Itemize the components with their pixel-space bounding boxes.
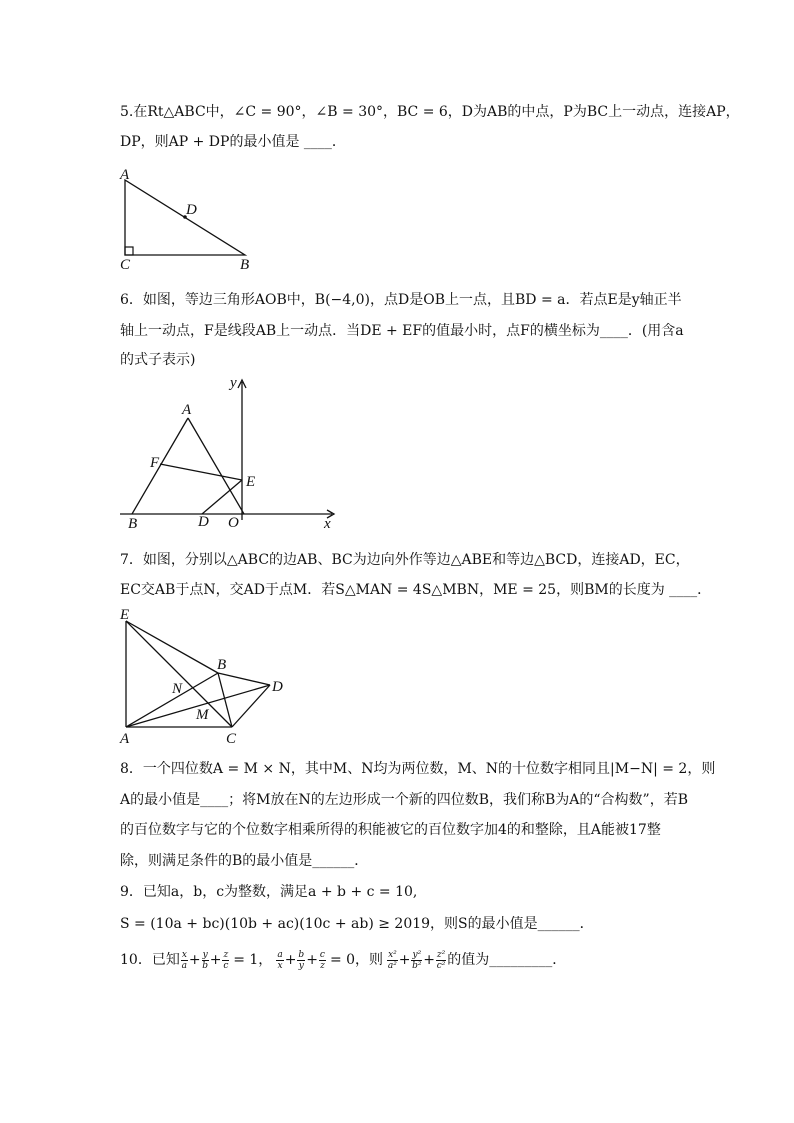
segment-fe bbox=[160, 464, 242, 480]
label-y: y bbox=[230, 375, 237, 391]
p10-eq1-tail: = 1， bbox=[233, 952, 273, 968]
frac-y2-over-b2: y² b² bbox=[412, 949, 422, 971]
problem-6-line-1: 6．如图，等边三角形AOB中，B(−4,0)，点D是OB上一点，且BD = a．若点E是y轴正半 bbox=[120, 292, 682, 308]
problem-7-line-1: 7．如图，分别以△ABC的边AB、BC为边向外作等边△ABE和等边△BCD，连接AD，EC， bbox=[120, 552, 690, 568]
frac-b-over-y: b y bbox=[298, 949, 305, 971]
segment-eb bbox=[126, 621, 218, 673]
problem-5-line-1: 5.在Rt△ABC中，∠C = 90°，∠B = 30°，BC = 6，D为AB的中点，P为BC上一动点，连接AP， bbox=[120, 104, 740, 120]
frac-x-over-a: x a bbox=[181, 949, 188, 971]
segment-cd bbox=[232, 685, 270, 727]
label-f: F bbox=[150, 455, 160, 471]
segment-ab bbox=[132, 418, 188, 514]
label-x: x bbox=[324, 516, 331, 532]
frac-z-over-c: $\frac{z}{c}$ bbox=[223, 949, 229, 971]
frac-a-over-x: a x bbox=[277, 949, 283, 971]
label-a: A bbox=[120, 731, 130, 747]
problem-8-line-4: 除，则满足条件的B的最小值是______． bbox=[120, 853, 369, 869]
problem-6-line-2: 轴上一动点，F是线段AB上一动点．当DE + EF的值最小时，点F的横坐标为____．(用含a bbox=[120, 323, 684, 339]
problem-5-line-2: DP，则AP + DP的最小值是 ____． bbox=[120, 134, 346, 150]
label-e: E bbox=[120, 607, 130, 623]
label-m: M bbox=[196, 707, 209, 723]
p10-suffix: 的值为_________． bbox=[447, 952, 567, 968]
frac-y-over-b: y b bbox=[202, 949, 209, 971]
problem-6-line-3: 的式子表示) bbox=[120, 352, 196, 368]
label-o: O bbox=[228, 515, 239, 531]
problem-8-line-1: 8．一个四位数A = M × N，其中M、N均为两位数，M、N的十位数字相同且|M−N| = 2，则 bbox=[120, 761, 716, 777]
label-c: C bbox=[226, 731, 237, 747]
figure-problem-6 bbox=[110, 370, 350, 535]
problem-8-line-3: 的百位数字与它的个位数字相乘所得的积能被它的百位数字加4的和整除，且A能被17整 bbox=[120, 822, 661, 838]
segment-de bbox=[202, 480, 242, 514]
label-a: A bbox=[182, 402, 192, 418]
problem-8-line-2: A的最小值是____；将M放在N的左边形成一个新的四位数B，我们称B为A的“合构数”，若B bbox=[120, 792, 688, 808]
label-d: D bbox=[186, 202, 197, 218]
label-b: B bbox=[240, 257, 250, 273]
problem-7-line-2: EC交AB于点N，交AD于点M．若S△MAN = 4S△MBN，ME = 25，则BM的长度为 ____． bbox=[120, 582, 712, 598]
problem-9-line-2: S = (10a + bc)(10b + ac)(10c + ab) ≥ 2019，则S的最小值是______． bbox=[120, 916, 594, 932]
p10-eq2-tail: = 0，则 bbox=[329, 952, 384, 968]
problem-10-line: 10．已知 x a + y b + $\frac{z}{c}$ = 1， a x + b y + $\frac{c}{z}$ = 0，则 x² a² + y² b² + z² c² 的值为_________． bbox=[120, 949, 567, 971]
figure-problem-5 bbox=[110, 165, 280, 275]
label-d: D bbox=[198, 514, 209, 530]
right-angle-mark bbox=[125, 247, 133, 255]
frac-z2-over-c2: z² c² bbox=[436, 949, 446, 971]
frac-x2-over-a2: x² a² bbox=[387, 949, 397, 971]
label-a: A bbox=[120, 167, 130, 183]
figure-problem-7 bbox=[110, 605, 300, 750]
frac-c-over-z: $\frac{c}{z}$ bbox=[319, 949, 325, 971]
label-c: C bbox=[120, 257, 131, 273]
label-e: E bbox=[246, 474, 256, 490]
label-b: B bbox=[217, 657, 227, 673]
problem-9-line-1: 9．已知a，b，c为整数，满足a + b + c = 10, bbox=[120, 884, 418, 900]
segment-bd bbox=[218, 673, 270, 685]
segment-ao bbox=[188, 418, 244, 514]
label-n: N bbox=[172, 681, 183, 697]
p10-prefix: 10．已知 bbox=[120, 952, 180, 968]
label-b: B bbox=[128, 516, 138, 532]
label-d: D bbox=[272, 679, 283, 695]
